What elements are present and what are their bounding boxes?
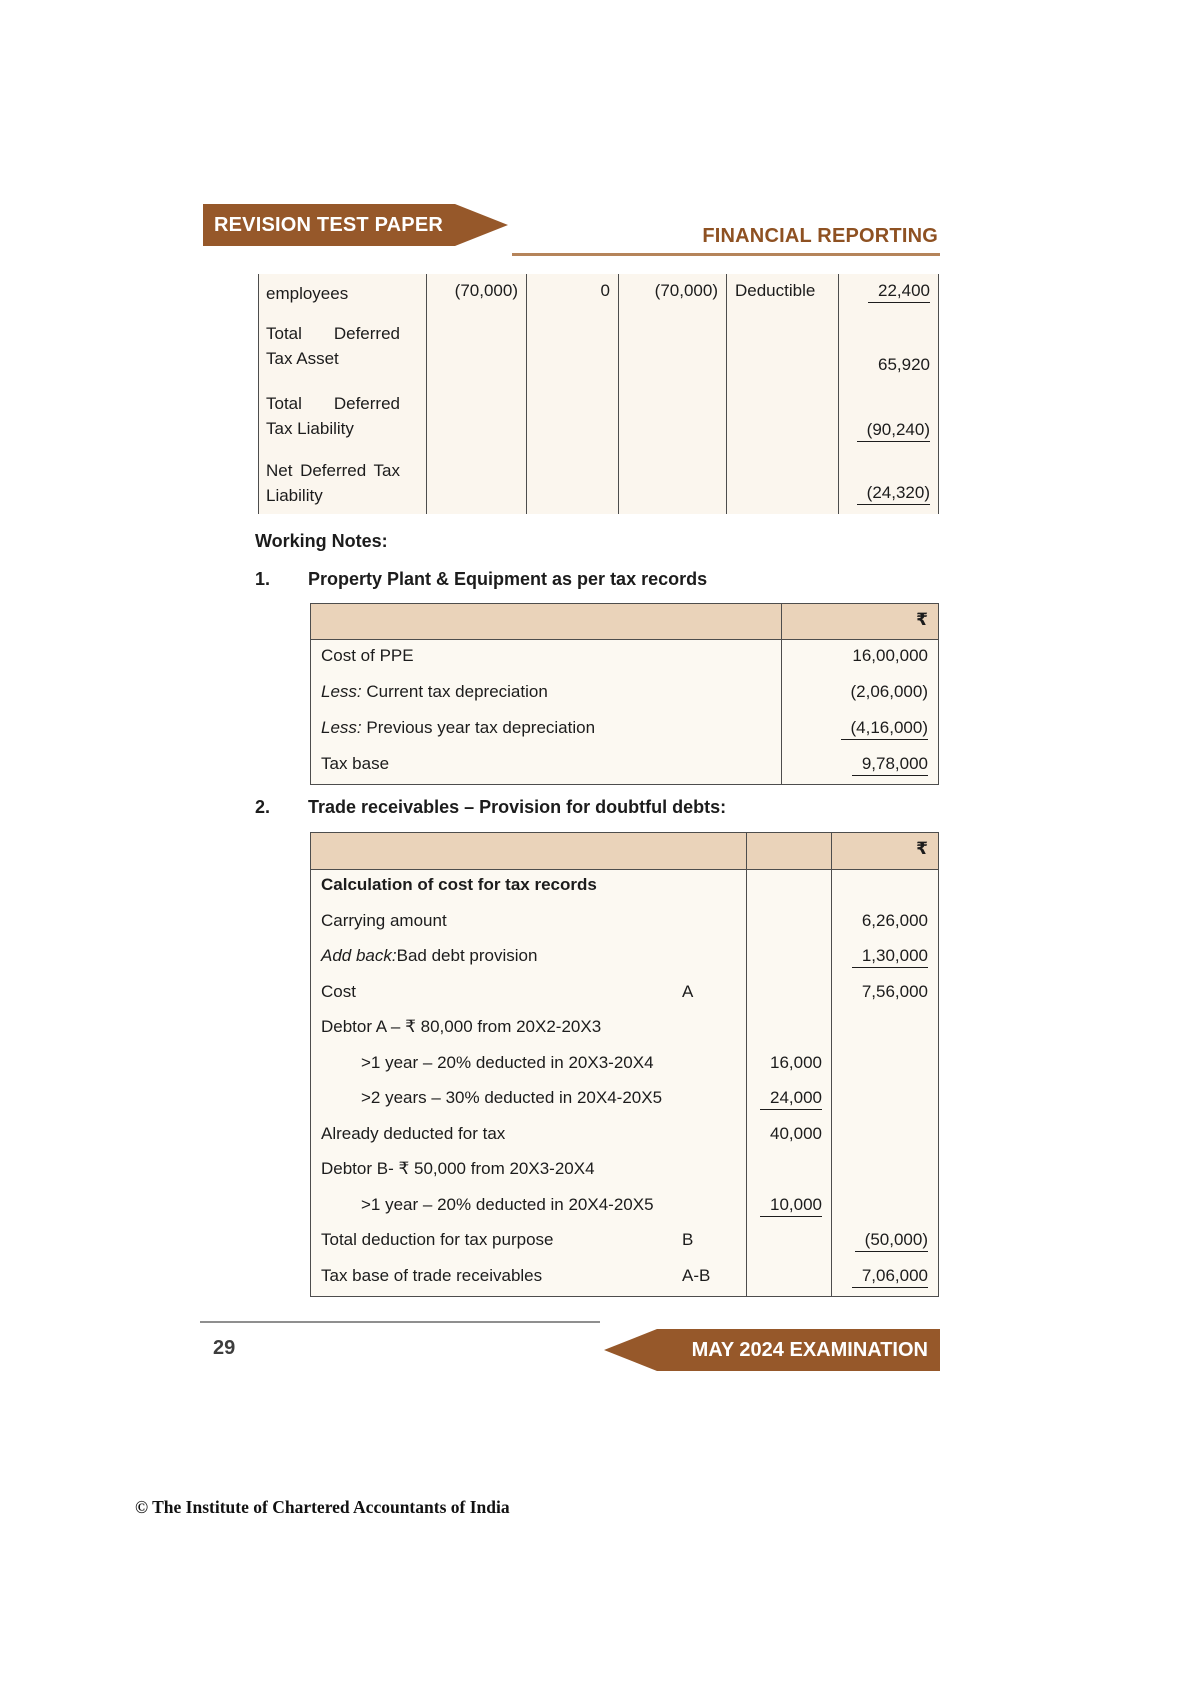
note-number: 1. — [255, 569, 271, 589]
row-value — [746, 1083, 831, 1119]
page-number: 29 — [213, 1337, 236, 1359]
empty-cell — [831, 870, 938, 906]
label-prefix: Less: — [321, 718, 362, 737]
note2-heading — [255, 797, 726, 818]
table-row — [311, 712, 938, 748]
row-label: Total Deferred Tax Liability — [258, 384, 426, 451]
label: >2 years – 30% deducted in 20X4-20X5 — [361, 1088, 663, 1107]
cell-value — [838, 314, 939, 384]
underlined-value: (90,240) — [857, 420, 930, 442]
table-row — [311, 1261, 938, 1297]
empty-cell — [426, 384, 526, 451]
table-row — [311, 640, 938, 676]
empty-cell — [746, 1261, 831, 1297]
empty-cell — [726, 314, 838, 384]
cell-value: (70,000) — [618, 274, 726, 314]
empty-cell — [831, 1154, 938, 1190]
row-label — [311, 712, 781, 748]
table-row — [258, 274, 939, 314]
row-label: Net Deferred Tax Liability — [258, 451, 426, 514]
empty-cell — [746, 906, 831, 942]
table-row — [311, 1225, 938, 1261]
value: 65,920 — [878, 355, 930, 374]
footer-banner-label: MAY 2024 EXAMINATION — [691, 1338, 928, 1361]
empty-cell — [831, 1048, 938, 1084]
table-row — [311, 870, 938, 906]
table-header — [311, 604, 938, 640]
empty-cell — [726, 384, 838, 451]
table-row — [311, 676, 938, 712]
table-row — [311, 1119, 938, 1155]
table-row — [311, 1048, 938, 1084]
label: Tax base of trade receivables — [321, 1265, 543, 1285]
row-value — [781, 748, 938, 784]
underlined-value: 10,000 — [760, 1195, 822, 1217]
table-row — [258, 384, 939, 451]
working-notes-heading: Working Notes: — [255, 531, 388, 551]
label: Previous year tax depreciation — [361, 718, 596, 737]
empty-cell — [526, 451, 618, 514]
empty-cell — [746, 1154, 831, 1190]
table-row — [311, 1012, 938, 1048]
empty-cell — [831, 1190, 938, 1226]
deferred-tax-table — [258, 274, 939, 514]
label-prefix: Less: — [321, 682, 362, 701]
cell-value: (70,000) — [426, 274, 526, 314]
underlined-value: (24,320) — [857, 483, 930, 505]
row-label — [311, 1048, 746, 1084]
row-label: employees — [258, 274, 426, 314]
label: Debtor B- ₹ 50,000 from 20X3-20X4 — [321, 1159, 595, 1178]
note-title: Trade receivables – Provision for doubtful debts: — [308, 797, 727, 817]
row-label — [311, 676, 781, 712]
empty-cell — [746, 941, 831, 977]
copyright-notice: © The Institute of Chartered Accountants of India — [135, 1497, 510, 1517]
label: Current tax depreciation — [361, 682, 548, 701]
row-label — [311, 1225, 746, 1261]
empty-cell — [831, 1119, 938, 1155]
empty-cell — [426, 451, 526, 514]
cell-value — [838, 274, 939, 314]
empty-cell — [746, 977, 831, 1013]
row-label — [311, 640, 781, 676]
label: Total deduction for tax purpose — [321, 1230, 554, 1249]
note1-heading — [255, 569, 707, 590]
empty-cell — [831, 1012, 938, 1048]
table-row — [311, 748, 938, 784]
label: >1 year – 20% deducted in 20X4-20X5 — [361, 1194, 654, 1214]
row-label — [311, 1012, 746, 1048]
empty-cell — [746, 870, 831, 906]
label: Tax base — [321, 754, 390, 773]
row-label — [311, 1083, 746, 1119]
empty-header-cell — [311, 833, 746, 869]
underlined-value: (50,000) — [855, 1230, 928, 1252]
row-value: 16,00,000 — [781, 640, 938, 676]
row-value — [781, 712, 938, 748]
row-label — [311, 977, 746, 1013]
empty-cell — [618, 451, 726, 514]
empty-cell — [618, 384, 726, 451]
header-title: FINANCIAL REPORTING — [702, 225, 938, 247]
row-value — [831, 941, 938, 977]
row-value — [746, 1190, 831, 1226]
label: Carrying amount — [321, 910, 447, 930]
underlined-value: 9,78,000 — [852, 754, 928, 776]
currency-symbol: ₹ — [781, 604, 938, 639]
empty-cell — [726, 451, 838, 514]
row-label — [311, 870, 746, 906]
empty-cell — [618, 314, 726, 384]
label-prefix: Add back: — [321, 946, 397, 965]
header-rule — [512, 253, 940, 256]
row-value: (2,06,000) — [781, 676, 938, 712]
empty-cell — [746, 1012, 831, 1048]
underlined-value: 7,06,000 — [852, 1266, 928, 1288]
table-header — [311, 833, 938, 870]
footer-rule — [200, 1321, 600, 1323]
row-value: 40,000 — [746, 1119, 831, 1155]
header-banner-label: REVISION TEST PAPER — [214, 213, 444, 236]
empty-cell — [746, 1225, 831, 1261]
table-row — [311, 1190, 938, 1226]
row-value — [831, 1261, 938, 1297]
note-title: Property Plant & Equipment as per tax records — [308, 569, 708, 589]
ref-label: B — [682, 1230, 694, 1249]
empty-cell — [526, 314, 618, 384]
row-label — [311, 941, 746, 977]
label: Bad debt provision — [396, 946, 538, 965]
label: >1 year – 20% deducted in 20X3-20X4 — [361, 1052, 654, 1072]
table-row — [311, 1154, 938, 1190]
empty-cell — [831, 1083, 938, 1119]
row-label — [311, 748, 781, 784]
ref-label: A — [682, 981, 694, 1001]
label: Cost of PPE — [321, 646, 414, 665]
row-label — [311, 1154, 746, 1190]
row-label — [311, 1261, 746, 1297]
table-row — [311, 906, 938, 942]
label: Already deducted for tax — [321, 1123, 506, 1143]
row-value: 7,56,000 — [831, 977, 938, 1013]
label: Cost — [321, 981, 356, 1001]
empty-header-cell — [311, 604, 781, 639]
label: Calculation of cost for tax records — [321, 875, 597, 894]
label: Debtor A – ₹ 80,000 from 20X2-20X3 — [321, 1017, 602, 1036]
note-number: 2. — [255, 797, 271, 817]
row-label — [311, 1190, 746, 1226]
header-banner — [203, 204, 455, 246]
table-row — [258, 314, 939, 384]
cell-value — [838, 451, 939, 514]
underlined-value: 24,000 — [760, 1088, 822, 1110]
cell-value — [838, 384, 939, 451]
row-label — [311, 1119, 746, 1155]
cell-value: 0 — [526, 274, 618, 314]
trade-receivables-table — [310, 832, 939, 1297]
empty-header-cell — [746, 833, 831, 869]
underlined-value: 1,30,000 — [852, 946, 928, 968]
row-label: Total Deferred Tax Asset — [258, 314, 426, 384]
table-row — [311, 941, 938, 977]
underlined-value: 22,400 — [868, 281, 930, 303]
row-value: 16,000 — [746, 1048, 831, 1084]
table-row — [311, 1083, 938, 1119]
ref-label: A-B — [682, 1265, 711, 1285]
footer-banner — [657, 1329, 940, 1371]
underlined-value: (4,16,000) — [841, 718, 929, 740]
table-row — [258, 451, 939, 514]
row-value — [831, 1225, 938, 1261]
cell-value: Deductible — [726, 274, 838, 314]
row-label — [311, 906, 746, 942]
ppe-table — [310, 603, 939, 785]
empty-cell — [426, 314, 526, 384]
row-value: 6,26,000 — [831, 906, 938, 942]
empty-cell — [526, 384, 618, 451]
table-row — [311, 977, 938, 1013]
currency-symbol: ₹ — [831, 833, 938, 869]
